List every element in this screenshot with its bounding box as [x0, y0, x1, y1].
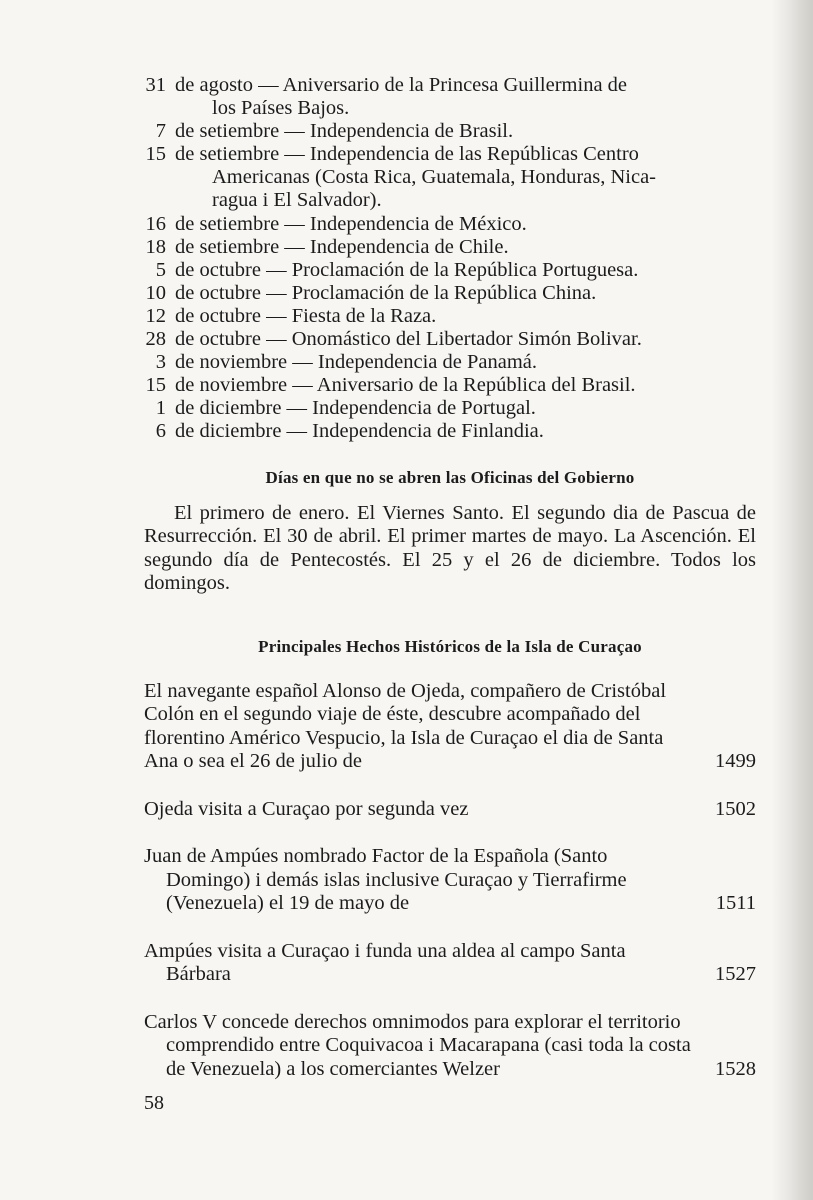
holiday-entry — [144, 374, 756, 397]
holiday-text: de setiembre — Independencia de México. — [175, 212, 527, 235]
history-heading: Principales Hechos Históricos de la Isla de Curaçao — [258, 636, 642, 656]
holiday-day: 6 — [155, 420, 166, 443]
holiday-entry — [144, 259, 756, 282]
holiday-text: de octubre — Proclamación de la República Portuguesa. — [175, 258, 639, 281]
closures-paragraph: El primero de enero. El Viernes Santo. El segundo dia de Pascua de Resurrección. El 30 de abril. El primer martes de mayo. La Ascención. El segundo día de Pentecostés. El 25 y el 26 de diciembre. Todos los domingos. — [144, 501, 756, 594]
holiday-day: 15 — [145, 143, 166, 166]
holiday-entry — [144, 328, 756, 351]
holiday-day: 15 — [145, 374, 166, 397]
history-event-year: 1511 — [715, 892, 756, 914]
holiday-text: de setiembre — Independencia de Chile. — [175, 235, 509, 258]
holiday-day: 3 — [155, 351, 166, 374]
holiday-text — [166, 74, 756, 120]
holiday-day: 10 — [145, 281, 166, 304]
holiday-entry — [144, 282, 756, 305]
holiday-text: de diciembre — Independencia de Portugal. — [175, 397, 536, 420]
history-event-text: Ampúes visita a Curaçao i funda una aldea al campo Santa Bárbara — [144, 939, 626, 985]
history-event-year: 1527 — [715, 963, 756, 985]
holiday-text: de octubre — Onomástico del Libertador Simón Bolivar. — [175, 328, 642, 351]
holiday-text — [166, 143, 756, 212]
holiday-text: de noviembre — Independencia de Panamá. — [175, 351, 538, 374]
history-event-text: El navegante español Alonso de Ojeda, compañero de Cristóbal Colón en el segundo viaje de éste, descubre acompañado del florentino Américo Vespucio, la Isla de Curaçao el dia de Santa Ana o sea el 26 de julio de — [144, 679, 667, 772]
history-event-year: 1528 — [715, 1057, 756, 1080]
holiday-text-line: de agosto — Aniversario de la Princesa Guillermina de — [175, 74, 628, 96]
holiday-entry — [144, 74, 756, 120]
holiday-text: de octubre — Proclamación de la República China. — [175, 281, 597, 304]
history-event — [144, 680, 756, 774]
holiday-text: de diciembre — Independencia de Finlandia. — [175, 420, 544, 443]
holiday-day: 31 — [145, 74, 166, 96]
holiday-text: de setiembre — Independencia de Brasil. — [175, 120, 514, 143]
history-event-text: Juan de Ampúes nombrado Factor de la Española (Santo Domingo) i demás islas inclusive Curaçao y Tierrafirme (Venezuela) el 19 de mayo de — [144, 845, 627, 914]
holiday-text: de noviembre — Aniversario de la República del Brasil. — [175, 374, 636, 397]
holiday-entry — [144, 213, 756, 236]
history-event-year: 1499 — [715, 750, 756, 772]
holiday-text-continuation: Americanas (Costa Rica, Guatemala, Honduras, Nica- — [212, 166, 657, 189]
holiday-day: 16 — [145, 212, 166, 235]
holiday-text-continuation: ragua i El Salvador). — [212, 189, 382, 212]
holiday-text: de octubre — Fiesta de la Raza. — [175, 304, 437, 327]
holiday-day: 7 — [155, 120, 166, 143]
history-event-text: Ojeda visita a Curaçao por segunda vez — [144, 797, 469, 820]
holiday-text-line: de setiembre — Independencia de las Repúblicas Centro — [175, 143, 639, 166]
history-event-year: 1502 — [715, 797, 756, 820]
page-number: 58 — [144, 1092, 164, 1114]
holiday-entry — [144, 397, 756, 420]
holiday-text-continuation: los Países Bajos. — [212, 97, 350, 120]
history-event — [144, 798, 756, 822]
holiday-entry — [144, 120, 756, 143]
history-event-list — [144, 680, 756, 1082]
closures-heading: Días en que no se abren las Oficinas del Gobierno — [265, 467, 635, 487]
history-event — [144, 940, 756, 987]
holiday-entry — [144, 236, 756, 259]
holiday-day: 12 — [145, 304, 166, 327]
page-edge-shadow — [771, 0, 813, 1200]
history-event-text: Carlos V concede derechos omnimodos para explorar el territorio comprendido entre Coquivacoa i Macarapana (casi toda la costa de Venezuela) a los comerciantes Welzer — [144, 1010, 691, 1080]
holiday-entry — [144, 420, 756, 443]
holiday-entry — [144, 351, 756, 374]
page-content — [144, 74, 756, 1081]
holiday-day: 28 — [145, 328, 166, 351]
holiday-entry — [144, 143, 756, 212]
history-event — [144, 1011, 756, 1082]
holiday-entry — [144, 305, 756, 328]
holiday-day: 18 — [145, 235, 166, 258]
holiday-day: 5 — [155, 258, 166, 281]
history-event — [144, 845, 756, 916]
holiday-day: 1 — [155, 397, 166, 420]
holiday-list — [144, 74, 756, 444]
